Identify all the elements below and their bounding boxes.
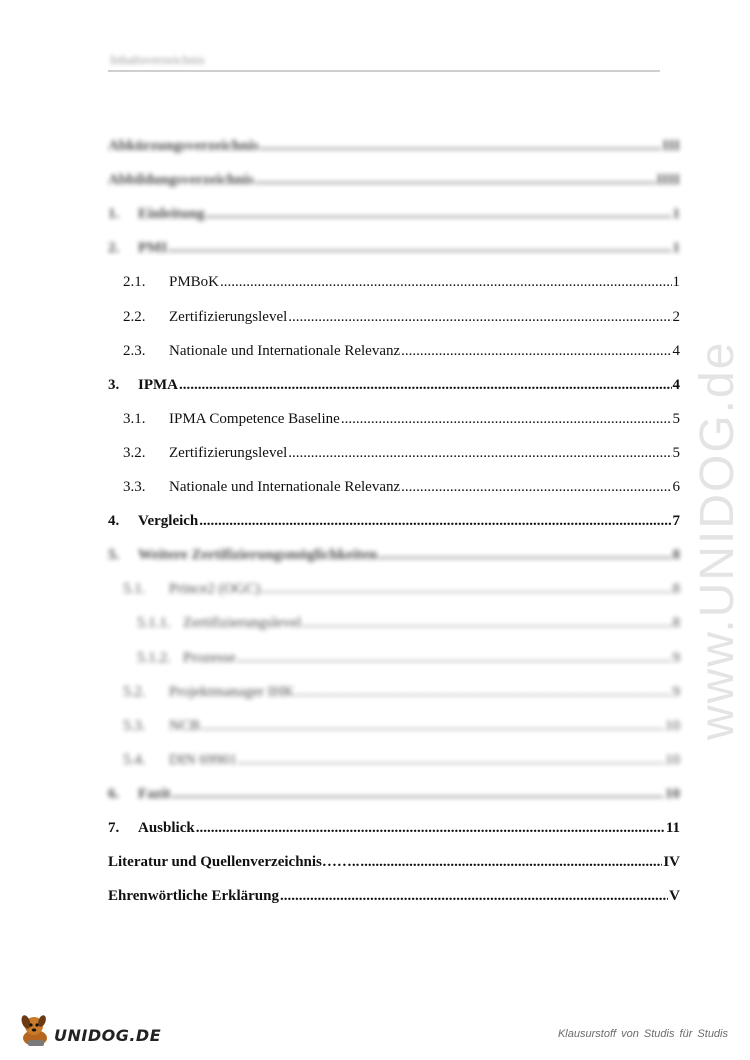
toc-entry-page-number: 1 <box>672 206 680 223</box>
toc-entry-title: NCB <box>169 717 200 734</box>
toc-entry-number: 5.3. <box>123 717 146 734</box>
toc-entry-page-number: 5 <box>672 410 680 427</box>
toc-entry[interactable] <box>108 819 680 837</box>
toc-entry[interactable] <box>137 614 680 632</box>
toc-entry-title: Literatur und Quellenverzeichnis…….. <box>108 854 360 871</box>
toc-entry-title: Einleitung <box>138 206 205 223</box>
toc-entry[interactable] <box>108 853 680 871</box>
footer-tagline: Klausurstoff von Studis für Studis <box>557 1028 728 1040</box>
toc-entry-page-number: 10 <box>665 751 680 768</box>
toc-dot-leader <box>199 512 671 530</box>
toc-dot-leader <box>280 887 668 905</box>
toc-entry-number: 6. <box>108 785 120 802</box>
toc-entry-number: 2.2. <box>123 308 146 325</box>
toc-entry[interactable] <box>108 171 680 189</box>
toc-entry[interactable] <box>123 308 680 326</box>
toc-dot-leader <box>302 614 671 632</box>
toc-entry-number: 5.1.1. <box>137 615 171 632</box>
toc-entry-page-number: 1 <box>672 274 680 291</box>
toc-entry-page-number: 6 <box>672 479 680 495</box>
toc-entry[interactable] <box>123 273 680 291</box>
watermark <box>690 340 750 1060</box>
toc-entry-page-number: 10 <box>665 717 680 734</box>
toc-dot-leader <box>341 410 672 428</box>
toc-entry-title: Prince2 (OGC) <box>169 581 261 598</box>
toc-entry-page-number: 4 <box>672 376 680 393</box>
toc-dot-leader <box>171 785 664 803</box>
toc-entry-number: 5.1.2. <box>137 649 171 666</box>
toc-dot-leader <box>378 546 671 564</box>
toc-entry-number: 5. <box>108 547 120 564</box>
toc-entry-number: 5.2. <box>123 683 146 700</box>
toc-entry[interactable] <box>123 717 680 735</box>
toc-entry-page-number: V <box>669 888 680 905</box>
logo-wordmark: UNIDOG.DE <box>54 1026 162 1045</box>
toc-entry-number: 1. <box>108 206 120 223</box>
toc-entry-title: Projektmanager IHK <box>169 683 295 700</box>
toc-entry-page-number: IV <box>663 854 680 871</box>
toc-dot-leader <box>401 342 671 360</box>
toc-entry-number: 2. <box>108 240 120 257</box>
toc-entry-page-number: 7 <box>672 513 680 530</box>
toc-entry-number: 5.1. <box>123 581 146 598</box>
toc-entry[interactable] <box>123 751 680 769</box>
toc-dot-leader <box>168 239 671 257</box>
toc-dot-leader <box>220 273 671 291</box>
toc-entry-page-number: 2 <box>672 308 680 325</box>
toc-entry[interactable] <box>123 580 680 598</box>
toc-entry-page-number: 8 <box>672 547 680 564</box>
toc-dot-leader <box>201 717 664 735</box>
toc-entry-page-number: 8 <box>672 615 680 632</box>
toc-dot-leader <box>238 751 664 769</box>
toc-dot-leader <box>288 444 671 462</box>
toc-entry-page-number: 5 <box>672 444 680 461</box>
toc-entry-number: 3. <box>108 376 120 393</box>
toc-entry[interactable] <box>108 137 680 155</box>
toc-entry-page-number: 9 <box>672 649 680 666</box>
toc-entry-number: 3.1. <box>123 410 146 427</box>
toc-entry-page-number: 8 <box>672 581 680 598</box>
toc-dot-leader <box>206 205 672 223</box>
toc-entry-page-number: 4 <box>672 342 680 359</box>
toc-entry[interactable] <box>108 512 680 530</box>
toc-entry-title: Ausblick <box>138 820 195 836</box>
toc-entry[interactable] <box>123 410 680 428</box>
page-header <box>108 48 660 72</box>
toc-entry-number: 7. <box>108 820 120 836</box>
toc-entry-title: Fazit <box>138 785 171 802</box>
toc-entry-number: 4. <box>108 513 120 530</box>
toc-entry-title: DIN 69901 <box>169 751 237 768</box>
toc-entry[interactable] <box>108 546 680 564</box>
toc-dot-leader <box>261 580 671 598</box>
toc-dot-leader <box>401 478 671 496</box>
toc-entry-page-number: 11 <box>665 820 680 836</box>
toc-entry-number: 3.3. <box>123 479 146 495</box>
page-header-title: Inhaltsverzeichnis <box>110 52 205 67</box>
toc-entry[interactable] <box>123 444 680 462</box>
toc-entry-title: Abbildungsverzeichnis <box>108 172 254 189</box>
toc-entry-title: Prozesse <box>183 649 236 666</box>
toc-entry-page-number: 1 <box>672 240 680 257</box>
toc-entry[interactable] <box>108 376 680 394</box>
toc-dot-leader <box>260 137 662 155</box>
toc-entry[interactable] <box>123 683 680 701</box>
toc-entry-title: Zertifizierungslevel <box>183 615 302 632</box>
toc-entry-page-number: 9 <box>672 683 680 700</box>
toc-dot-leader <box>255 171 656 189</box>
toc-entry-title: Zertifizierungslevel <box>169 444 288 461</box>
toc-entry-number: 2.1. <box>123 274 146 291</box>
toc-entry-title: Nationale und Internationale Relevanz <box>169 342 401 359</box>
toc-entry[interactable] <box>108 887 680 905</box>
watermark-text: www.UNIDOG.de <box>691 340 744 740</box>
toc-entry-number: 2.3. <box>123 342 146 359</box>
toc-entry[interactable] <box>123 342 680 360</box>
toc-entry[interactable] <box>108 239 680 257</box>
toc-entry-page-number: IIII <box>656 172 680 189</box>
toc-entry-title: PMI <box>138 240 168 257</box>
toc-dot-leader <box>196 819 665 837</box>
toc-entry[interactable] <box>137 649 680 667</box>
unidog-logo <box>18 1012 162 1052</box>
toc-entry[interactable] <box>108 785 680 803</box>
toc-dot-leader <box>360 853 662 871</box>
toc-dot-leader <box>288 308 671 326</box>
toc-entry-title: PMBoK <box>169 274 220 291</box>
dog-mascot-icon <box>18 1012 52 1048</box>
toc-entry-title: Abkürzungsverzeichnis <box>108 138 259 154</box>
toc-dot-leader <box>237 649 672 667</box>
toc-entry-title: Ehrenwörtliche Erklärung <box>108 888 279 905</box>
toc-entry-page-number: 10 <box>665 785 680 802</box>
toc-entry-title: Nationale und Internationale Relevanz <box>169 479 401 495</box>
toc-dot-leader <box>295 683 671 701</box>
toc-entry[interactable] <box>123 478 680 496</box>
toc-entry-page-number: III <box>662 138 680 154</box>
toc-entry-title: Vergleich <box>138 513 199 530</box>
toc-dot-leader <box>179 376 672 394</box>
toc-entry-title: Zertifizierungslevel <box>169 308 288 325</box>
toc-entry-title: IPMA Competence Baseline <box>169 410 340 427</box>
toc-entry-number: 5.4. <box>123 751 146 768</box>
toc-entry[interactable] <box>108 205 680 223</box>
toc-entry-title: Weitere Zertifizierungsmöglichkeiten <box>138 547 378 564</box>
toc-entry-number: 3.2. <box>123 444 146 461</box>
toc-entry-title: IPMA <box>138 376 178 393</box>
